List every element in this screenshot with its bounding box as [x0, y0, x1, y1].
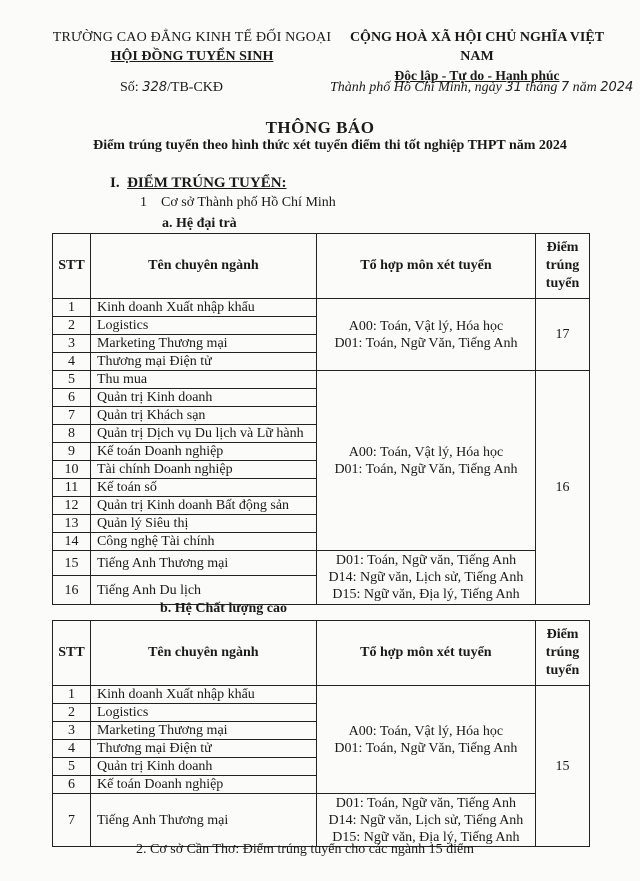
- combo-line: D01: Toán, Ngữ Văn, Tiếng Anh: [334, 461, 518, 477]
- date-mid: tháng: [521, 80, 561, 95]
- row-major: Kế toán Doanh nghiệp: [90, 443, 316, 461]
- national-header: [332, 28, 622, 85]
- doc-no-suffix: /TB-CKĐ: [167, 80, 224, 95]
- row-stt: 5: [53, 371, 91, 389]
- campus-heading: 1 Cơ sở Thành phố Hồ Chí Minh: [140, 195, 336, 210]
- combination-group-2: [316, 371, 535, 551]
- header-major: Tên chuyên ngành: [90, 234, 316, 299]
- combination-group-english: [316, 551, 535, 605]
- document-date: [330, 80, 633, 96]
- combination-group-1: [316, 299, 535, 371]
- row-stt: 15: [53, 551, 91, 576]
- row-major: Marketing Thương mại: [90, 722, 316, 740]
- table-header-row: [53, 621, 590, 686]
- document-title: THÔNG BÁO: [265, 118, 375, 137]
- combo-line: A00: Toán, Vật lý, Hóa học: [348, 723, 504, 739]
- header-score: [536, 234, 590, 299]
- row-major: Logistics: [90, 704, 316, 722]
- combo-line: D14: Ngữ văn, Lịch sử, Tiếng Anh: [328, 570, 524, 585]
- table-row: [53, 371, 590, 389]
- document-number: [120, 80, 223, 96]
- header-score-l2: trúng: [545, 645, 580, 660]
- row-stt: 8: [53, 425, 91, 443]
- combo-line: D01: Toán, Ngữ Văn, Tiếng Anh: [334, 335, 518, 351]
- doc-no-handwritten: 328: [142, 80, 168, 95]
- document-subtitle: Điểm trúng tuyển theo hình thức xét tuyển điểm thi tốt nghiệp THPT năm 2024: [93, 138, 567, 153]
- row-major: Tài chính Doanh nghiệp: [90, 461, 316, 479]
- row-major: Kinh doanh Xuất nhập khẩu: [90, 686, 316, 704]
- subsection-a-heading: a. Hệ đại trà: [162, 216, 237, 231]
- row-major: Tiếng Anh Du lịch: [90, 576, 316, 605]
- row-major: Quản trị Dịch vụ Du lịch và Lữ hành: [90, 425, 316, 443]
- table-row: [53, 794, 590, 847]
- combo-line: A00: Toán, Vật lý, Hóa học: [348, 318, 504, 334]
- header-stt: STT: [53, 234, 91, 299]
- council-name: HỘI ĐỒNG TUYỂN SINH: [110, 49, 274, 64]
- table-row: [53, 299, 590, 317]
- header-score-l3: tuyển: [545, 276, 580, 291]
- row-major: Quản trị Kinh doanh: [90, 389, 316, 407]
- doc-no-prefix: Số:: [120, 80, 143, 95]
- row-stt: 10: [53, 461, 91, 479]
- school-header: [52, 28, 332, 66]
- row-major: Quản lý Siêu thị: [90, 515, 316, 533]
- row-major: Marketing Thương mại: [90, 335, 316, 353]
- nation-name: CỘNG HOÀ XÃ HỘI CHỦ NGHĨA VIỆT NAM: [349, 30, 605, 64]
- score-group-1: 17: [536, 299, 590, 371]
- row-stt: 14: [53, 533, 91, 551]
- header-score-l1: Điểm: [546, 627, 579, 642]
- row-major: Kế toán Doanh nghiệp: [90, 776, 316, 794]
- row-major: Logistics: [90, 317, 316, 335]
- header-score-l1: Điểm: [546, 240, 579, 255]
- row-stt: 6: [53, 776, 91, 794]
- section-heading: [110, 175, 287, 192]
- row-stt: 5: [53, 758, 91, 776]
- row-stt: 16: [53, 576, 91, 605]
- national-motto: Độc lập - Tự do - Hạnh phúc: [394, 68, 560, 83]
- combo-line: D15: Ngữ văn, Địa lý, Tiếng Anh: [332, 829, 520, 845]
- row-stt: 13: [53, 515, 91, 533]
- row-major: Tiếng Anh Thương mại: [90, 794, 316, 847]
- header-score-l2: trúng: [545, 258, 580, 273]
- table-high-quality-program: [52, 620, 590, 847]
- row-major: Quản trị Kinh doanh Bất động sản: [90, 497, 316, 515]
- row-major: Thu mua: [90, 371, 316, 389]
- row-stt: 2: [53, 704, 91, 722]
- row-stt: 4: [53, 353, 91, 371]
- row-stt: 12: [53, 497, 91, 515]
- score-group-2: 16: [536, 371, 590, 605]
- combo-line: D01: Toán, Ngữ văn, Tiếng Anh: [335, 795, 516, 811]
- row-major: Kế toán số: [90, 479, 316, 497]
- row-stt: 9: [53, 443, 91, 461]
- combo-line: D01: Toán, Ngữ Văn, Tiếng Anh: [334, 740, 518, 756]
- combo-line: D01: Toán, Ngữ văn, Tiếng Anh: [335, 553, 517, 568]
- row-stt: 4: [53, 740, 91, 758]
- row-stt: 7: [53, 794, 91, 847]
- row-major: Thương mại Điện tử: [90, 740, 316, 758]
- row-stt: 1: [53, 299, 91, 317]
- header-combination: Tổ hợp môn xét tuyển: [316, 234, 535, 299]
- row-stt: 3: [53, 335, 91, 353]
- row-major: Quản trị Kinh doanh: [90, 758, 316, 776]
- table-header-row: [53, 234, 590, 299]
- row-major: Quản trị Khách sạn: [90, 407, 316, 425]
- combination-group-1: [316, 686, 535, 794]
- date-year: 2024: [600, 80, 634, 95]
- row-stt: 11: [53, 479, 91, 497]
- score-all: 15: [536, 686, 590, 847]
- combo-line: D14: Ngữ văn, Lịch sử, Tiếng Anh: [328, 812, 524, 828]
- row-major: Thương mại Điện tử: [90, 353, 316, 371]
- date-day: 31: [505, 80, 522, 95]
- subsection-b-heading: b. Hệ Chất lượng cao: [160, 601, 287, 616]
- school-name: TRƯỜNG CAO ĐẲNG KINH TẾ ĐỐI NGOẠI: [52, 30, 332, 45]
- row-major: Tiếng Anh Thương mại: [90, 551, 316, 576]
- row-stt: 6: [53, 389, 91, 407]
- section-label: ĐIỂM TRÚNG TUYỂN:: [127, 175, 287, 191]
- table-row: [53, 551, 590, 576]
- footer-note: 2. Cơ sở Cần Thơ: Điểm trúng tuyển cho các ngành 15 điểm: [136, 842, 475, 857]
- row-stt: 2: [53, 317, 91, 335]
- combination-group-english: [316, 794, 535, 847]
- combo-line: D15: Ngữ văn, Địa lý, Tiếng Anh: [332, 587, 520, 602]
- row-major: Công nghệ Tài chính: [90, 533, 316, 551]
- row-major: Kinh doanh Xuất nhập khẩu: [90, 299, 316, 317]
- date-prefix: Thành phố Hồ Chí Minh, ngày: [330, 80, 506, 95]
- section-number: I.: [110, 175, 120, 191]
- row-stt: 7: [53, 407, 91, 425]
- header-score-l3: tuyển: [545, 663, 580, 678]
- date-month: 7: [560, 80, 570, 95]
- date-year-prefix: năm: [569, 80, 601, 95]
- header-stt: STT: [53, 621, 91, 686]
- header-combination: Tổ hợp môn xét tuyển: [316, 621, 535, 686]
- combo-line: A00: Toán, Vật lý, Hóa học: [348, 444, 504, 460]
- header-major: Tên chuyên ngành: [90, 621, 316, 686]
- header-score: [536, 621, 590, 686]
- table-row: [53, 686, 590, 704]
- row-stt: 1: [53, 686, 91, 704]
- table-standard-program: [52, 233, 590, 605]
- row-stt: 3: [53, 722, 91, 740]
